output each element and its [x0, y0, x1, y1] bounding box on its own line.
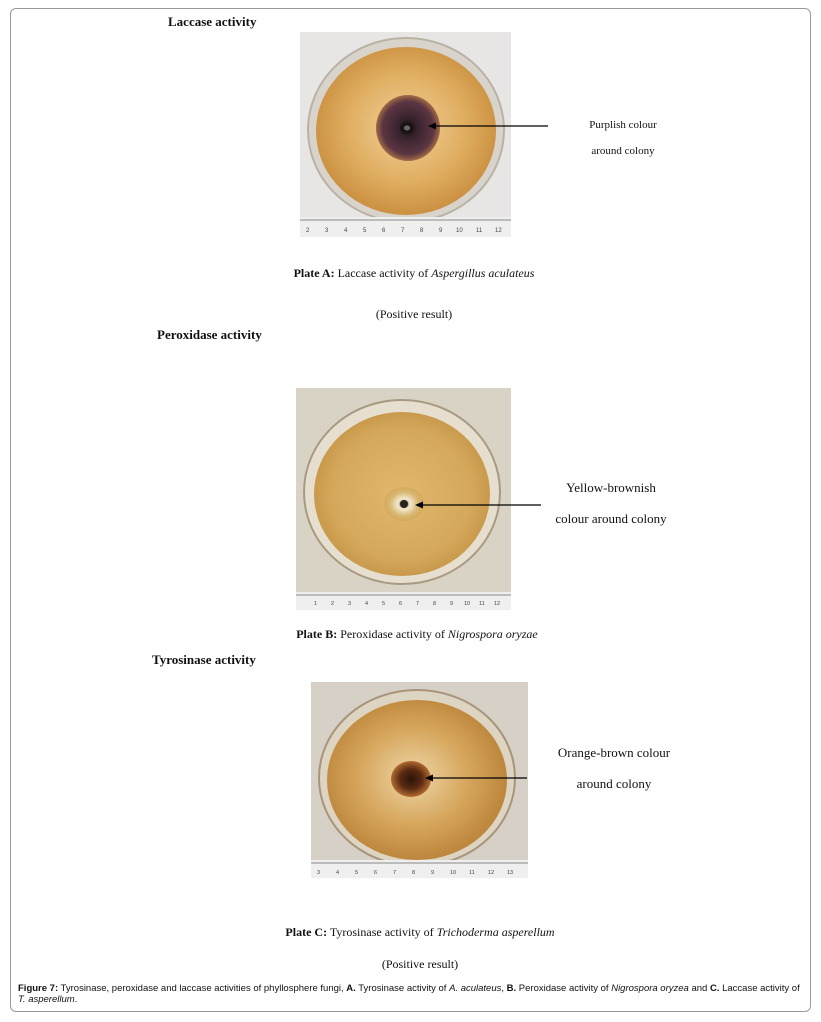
peroxidase-heading: Peroxidase activity [157, 327, 262, 342]
ruler-tick-label: 2 [306, 228, 310, 234]
annotation-line: Orange-brown colour [557, 745, 671, 760]
caption-species: A. aculateus [449, 983, 502, 994]
plate-a-arrow [428, 120, 550, 132]
annotation-line: around colony [591, 145, 655, 157]
caption-species: Nigrospora oryzea [611, 983, 689, 994]
caption-text: Peroxidase activity of [518, 983, 609, 994]
plate-a-caption [200, 266, 628, 281]
plate-c-result: (Positive result) [381, 957, 459, 971]
plate-a-result: (Positive result) [375, 307, 453, 321]
ruler-tick-label: 2 [331, 601, 335, 607]
annotation-line: around colony [576, 776, 652, 791]
annotation-line: colour around colony [555, 511, 667, 526]
ruler-tick-label: 3 [325, 228, 329, 234]
ruler-tick-label: 12 [494, 601, 501, 607]
tyrosinase-heading: Tyrosinase activity [152, 652, 256, 667]
ruler-tick-label: 9 [431, 870, 435, 876]
ruler-tick-label: 4 [365, 601, 369, 607]
ruler-tick-label: 12 [495, 228, 502, 234]
ruler-tick-label: 5 [363, 228, 367, 234]
ruler-tick-label: 7 [393, 870, 397, 876]
caption-panel-label: B. [506, 983, 517, 994]
ruler-tick-label: 7 [416, 601, 420, 607]
plate-species: Nigrospora oryzae [447, 627, 538, 641]
ruler-tick-label: 6 [382, 228, 386, 234]
ruler-tick-label: 1 [314, 601, 318, 607]
caption-text: Laccase activity of [722, 983, 800, 994]
plate-text: Laccase activity of [337, 266, 429, 280]
ruler-tick-label: 10 [450, 870, 457, 876]
ruler-tick-label: 10 [464, 601, 471, 607]
plate-species: Aspergillus aculateus [431, 266, 535, 280]
caption-panel-label: C. [709, 983, 720, 994]
figure-label: Figure 7: [18, 983, 59, 994]
ruler-tick-label: 4 [336, 870, 340, 876]
ruler-tick-label: 5 [355, 870, 359, 876]
ruler-tick-label: 4 [344, 228, 348, 234]
ruler-tick-label: 12 [488, 870, 495, 876]
ruler-tick-label: 11 [476, 228, 483, 234]
ruler-tick-label: 6 [374, 870, 378, 876]
plate-a-photo [300, 32, 511, 237]
ruler-tick-label: 8 [420, 228, 424, 234]
plate-text: Peroxidase activity of [340, 627, 445, 641]
ruler-tick-label: 13 [507, 870, 514, 876]
plate-a-annotation [560, 112, 686, 164]
ruler-tick-label: 9 [439, 228, 443, 234]
figure-caption: Figure 7: Tyrosinase, peroxidase and laccase activities of phyllosphere fungi, A. Tyrosinase activity of A. aculateus, B. Peroxidase activity of Nigrospora oryzea and C. Laccase activity of T. asperellum. [18, 983, 800, 1005]
plate-label: Plate C: [285, 925, 328, 939]
plate-b-arrow [415, 499, 543, 511]
ruler-tick-label: 7 [401, 228, 405, 234]
ruler-tick-label: 8 [433, 601, 437, 607]
ruler-tick-label: 6 [399, 601, 403, 607]
plate-b-caption [200, 627, 634, 642]
plate-c-arrow [425, 772, 529, 784]
caption-panel-label: A. [346, 983, 356, 994]
plate-label: Plate A: [293, 266, 335, 280]
plate-b-annotation [540, 472, 682, 534]
annotation-line: Purplish colour [589, 119, 657, 131]
plate-species: Trichoderma asperellum [436, 925, 555, 939]
plate-text: Tyrosinase activity of [329, 925, 434, 939]
ruler-tick-label: 11 [479, 601, 485, 607]
caption-species: T. asperellum [18, 994, 75, 1005]
annotation-line: Yellow-brownish [566, 480, 656, 495]
caption-end: . [74, 994, 78, 1005]
caption-text: Tyrosinase activity of [358, 983, 447, 994]
ruler-tick-label: 8 [412, 870, 416, 876]
plate-c-annotation [540, 737, 688, 799]
ruler-tick-label: 3 [348, 601, 352, 607]
caption-text: and [691, 983, 708, 994]
ruler-tick-label: 11 [469, 870, 475, 876]
plate-c-caption [200, 925, 640, 940]
ruler-tick-label: 3 [317, 870, 321, 876]
ruler-tick-label: 10 [456, 228, 463, 234]
ruler-tick-label: 9 [450, 601, 454, 607]
plate-label: Plate B: [296, 627, 338, 641]
laccase-heading: Laccase activity [168, 14, 257, 29]
caption-text: Tyrosinase, peroxidase and laccase activities of phyllosphere fungi, [60, 983, 344, 994]
ruler-tick-label: 5 [382, 601, 386, 607]
